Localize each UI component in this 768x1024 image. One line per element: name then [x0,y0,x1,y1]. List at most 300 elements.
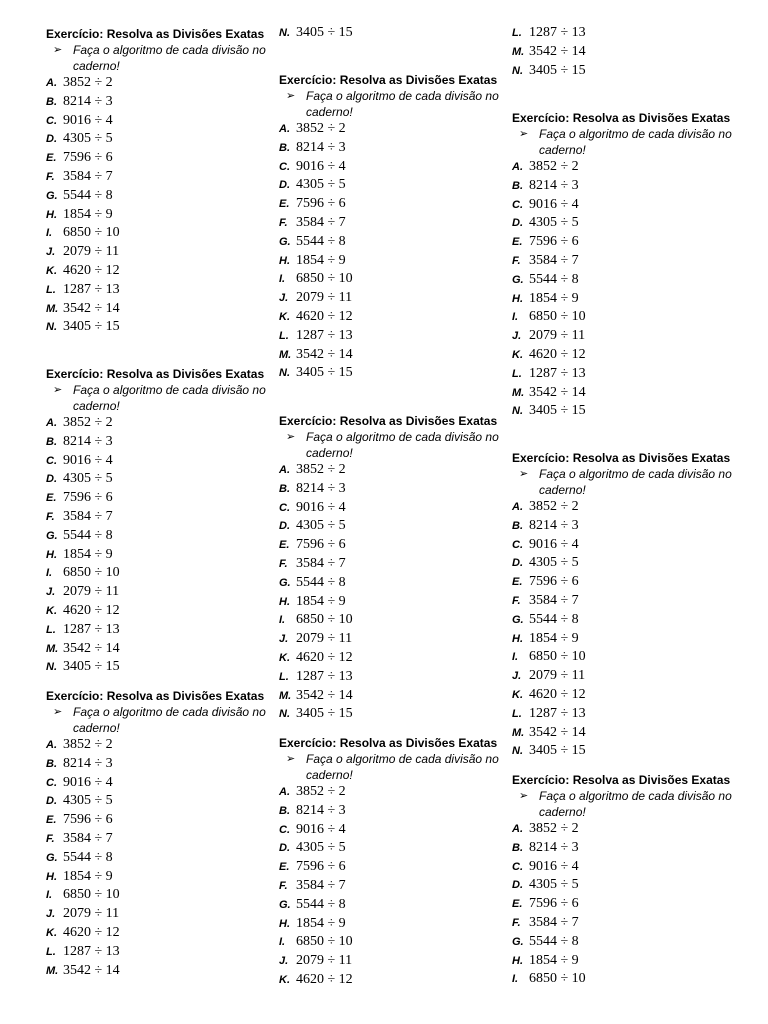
item-letter: I. [512,651,519,664]
division-item [512,630,744,649]
item-expression: 3405 ÷ 15 [529,62,586,78]
item-letter: F. [512,594,521,607]
division-item [46,886,278,905]
item-letter: G. [46,189,58,202]
item-letter: J. [279,292,289,305]
item-letter: I. [279,936,286,949]
item-letter: L. [46,623,56,636]
item-expression: 9016 ÷ 4 [63,452,113,468]
item-letter: C. [46,454,57,467]
division-item [279,896,511,915]
item-letter: M. [279,689,292,702]
item-letter: L. [46,283,56,296]
division-item [512,820,744,839]
item-expression: 6850 ÷ 10 [296,934,353,950]
instruction-text: Faça o algoritmo de cada divisão no caderno! [306,752,499,782]
item-letter: H. [512,632,523,645]
item-letter: C. [46,776,57,789]
division-item [279,195,511,214]
item-expression: 4620 ÷ 12 [529,346,586,362]
division-item [512,24,744,43]
division-item [279,858,511,877]
exercise-instruction [46,382,278,414]
item-letter: N. [512,64,523,77]
exercise-title: Exercício: Resolva as Divisões Exatas [512,451,731,465]
item-expression: 2079 ÷ 11 [529,668,586,684]
item-expression: 5544 ÷ 8 [296,896,346,912]
item-letter: I. [46,227,53,240]
division-item [279,839,511,858]
item-expression: 4620 ÷ 12 [296,308,353,324]
item-expression: 3852 ÷ 2 [296,784,346,799]
item-letter: E. [512,576,523,589]
item-expression: 3405 ÷ 15 [63,319,120,335]
division-item [512,592,744,611]
division-item [279,915,511,934]
division-item [512,177,744,196]
item-letter: M. [512,386,525,399]
item-expression: 8214 ÷ 3 [63,755,113,771]
item-letter: A. [279,464,290,476]
division-item [46,621,278,640]
item-letter: L. [46,945,56,958]
division-item [279,233,511,252]
division-item [46,755,278,774]
item-expression: 3852 ÷ 2 [296,462,346,477]
item-expression: 8214 ÷ 3 [529,177,579,193]
arrow-bullet-icon: ➢ [286,89,296,102]
item-letter: A. [279,123,290,135]
division-item [279,555,511,574]
instruction-text: Faça o algoritmo de cada divisão no caderno! [73,705,266,735]
item-letter: H. [46,548,57,561]
exercise-instruction [279,429,511,461]
item-letter: K. [279,310,290,323]
division-item [512,611,744,630]
item-expression: 3405 ÷ 15 [529,403,586,419]
division-item [279,517,511,536]
division-item [46,224,278,243]
division-item [512,705,744,724]
item-expression: 4305 ÷ 5 [63,471,113,487]
division-item [512,952,744,971]
item-expression: 1287 ÷ 13 [529,365,586,381]
instruction-text: Faça o algoritmo de cada divisão no caderno! [306,89,499,119]
division-item [512,554,744,573]
item-letter: B. [512,519,523,532]
arrow-bullet-icon: ➢ [53,705,63,718]
item-letter: B. [512,179,523,192]
division-item [46,130,278,149]
item-expression: 4305 ÷ 5 [63,131,113,147]
item-letter: F. [279,557,288,570]
division-item [279,461,511,480]
division-item [512,271,744,290]
division-item [46,602,278,621]
item-expression: 3584 ÷ 7 [296,214,346,230]
item-expression: 4305 ÷ 5 [296,518,346,534]
item-expression: 5544 ÷ 8 [63,527,113,543]
item-letter: D. [512,217,523,230]
item-letter: K. [46,264,57,277]
item-expression: 8214 ÷ 3 [296,139,346,155]
division-item [46,470,278,489]
division-item [46,811,278,830]
item-expression: 9016 ÷ 4 [529,858,579,874]
item-expression: 6850 ÷ 10 [296,271,353,287]
division-item [46,792,278,811]
division-item [279,364,511,383]
item-letter: E. [279,198,290,211]
division-item [279,783,511,802]
item-letter: F. [46,832,55,845]
item-letter: C. [512,860,523,873]
division-item [46,640,278,659]
instruction-text: Faça o algoritmo de cada divisão no caderno! [539,127,732,157]
item-expression: 9016 ÷ 4 [296,821,346,837]
division-item [46,318,278,337]
item-letter: B. [46,95,57,108]
item-letter: E. [46,814,57,827]
division-item [279,574,511,593]
item-letter: G. [46,529,58,542]
exercise-instruction [512,466,744,498]
item-letter: M. [46,302,59,315]
exercise-instruction [279,751,511,783]
item-letter: F. [46,170,55,183]
item-expression: 3584 ÷ 7 [296,555,346,571]
division-item [279,877,511,896]
item-expression: 3542 ÷ 14 [63,962,120,978]
exercise-title: Exercício: Resolva as Divisões Exatas [512,773,731,787]
item-letter: J. [279,633,289,646]
instruction-text: Faça o algoritmo de cada divisão no caderno! [73,383,266,413]
item-expression: 3405 ÷ 15 [296,706,353,722]
item-letter: M. [512,726,525,739]
item-expression: 7596 ÷ 6 [63,812,113,828]
division-item [46,905,278,924]
item-expression: 3852 ÷ 2 [296,121,346,136]
item-expression: 4620 ÷ 12 [529,686,586,702]
division-item [46,736,278,755]
item-expression: 3542 ÷ 14 [529,384,586,400]
item-letter: M. [279,348,292,361]
item-letter: H. [512,292,523,305]
item-expression: 1854 ÷ 9 [296,593,346,609]
item-letter: C. [279,501,290,514]
item-letter: G. [512,273,524,286]
item-letter: E. [279,861,290,874]
division-item [279,120,511,139]
item-expression: 1287 ÷ 13 [296,668,353,684]
item-expression: 3542 ÷ 14 [296,687,353,703]
item-letter: J. [512,330,522,343]
division-item [279,308,511,327]
division-item [512,933,744,952]
item-expression: 3542 ÷ 14 [529,43,586,59]
item-letter: J. [46,908,56,921]
item-letter: J. [512,670,522,683]
item-letter: A. [512,161,523,173]
exercise-instruction [512,788,744,820]
item-expression: 2079 ÷ 11 [63,584,120,600]
item-expression: 2079 ÷ 11 [63,244,120,260]
item-letter: K. [279,973,290,986]
item-letter: G. [512,935,524,948]
item-expression: 7596 ÷ 6 [296,196,346,212]
division-item [512,402,744,421]
division-item [512,214,744,233]
division-item [46,508,278,527]
item-letter: B. [512,841,523,854]
item-expression: 3405 ÷ 15 [63,659,120,675]
division-item [512,384,744,403]
item-letter: G. [46,851,58,864]
item-expression: 6850 ÷ 10 [296,612,353,628]
arrow-bullet-icon: ➢ [519,467,529,480]
item-letter: I. [279,614,286,627]
division-item [46,658,278,677]
item-expression: 9016 ÷ 4 [529,196,579,212]
item-expression: 6850 ÷ 10 [63,225,120,241]
item-letter: C. [279,160,290,173]
item-expression: 3852 ÷ 2 [529,499,579,514]
item-letter: C. [512,198,523,211]
item-letter: H. [46,870,57,883]
item-letter: D. [46,473,57,486]
item-expression: 6850 ÷ 10 [529,309,586,325]
exercise-block [279,413,511,724]
item-letter: B. [279,141,290,154]
item-letter: N. [279,708,290,721]
division-item [512,290,744,309]
item-letter: D. [279,842,290,855]
division-item [279,705,511,724]
exercise-block [512,772,744,989]
item-expression: 5544 ÷ 8 [63,187,113,203]
exercise-title: Exercício: Resolva as Divisões Exatas [46,689,265,703]
item-letter: A. [46,417,57,429]
division-item [512,62,744,81]
division-item [512,43,744,62]
item-letter: M. [46,964,59,977]
item-expression: 5544 ÷ 8 [296,233,346,249]
division-item [279,933,511,952]
item-expression: 8214 ÷ 3 [529,517,579,533]
exercise-block [512,450,744,761]
item-expression: 1854 ÷ 9 [529,290,579,306]
item-expression: 3542 ÷ 14 [296,346,353,362]
division-item [46,149,278,168]
item-expression: 1287 ÷ 13 [529,25,586,40]
division-item [46,868,278,887]
division-item [279,139,511,158]
item-letter: F. [279,216,288,229]
item-letter: H. [279,254,290,267]
item-expression: 8214 ÷ 3 [63,433,113,449]
division-item [46,962,278,981]
item-expression: 2079 ÷ 11 [63,906,120,922]
division-item [279,327,511,346]
item-expression: 3852 ÷ 2 [529,159,579,174]
division-item [279,158,511,177]
division-item [512,196,744,215]
division-item [512,158,744,177]
item-letter: I. [512,311,519,324]
exercise-title: Exercício: Resolva as Divisões Exatas [46,27,265,41]
item-expression: 3584 ÷ 7 [529,592,579,608]
arrow-bullet-icon: ➢ [286,752,296,765]
division-item [512,327,744,346]
division-item [279,480,511,499]
item-expression: 4305 ÷ 5 [296,177,346,193]
item-letter: K. [512,348,523,361]
item-letter: N. [279,27,290,39]
item-expression: 8214 ÷ 3 [63,93,113,109]
division-item [46,583,278,602]
item-letter: G. [279,898,291,911]
item-letter: D. [46,795,57,808]
item-letter: M. [512,45,525,58]
division-item [512,895,744,914]
division-item [279,802,511,821]
item-expression: 4305 ÷ 5 [529,555,579,571]
item-letter: N. [46,661,57,674]
item-letter: E. [46,152,57,165]
item-expression: 1287 ÷ 13 [63,943,120,959]
division-item [512,517,744,536]
division-item [46,433,278,452]
item-expression: 4305 ÷ 5 [529,877,579,893]
division-item [46,414,278,433]
exercise-block [512,24,744,80]
item-letter: E. [512,236,523,249]
item-expression: 1854 ÷ 9 [63,546,113,562]
exercise-instruction [512,126,744,158]
item-expression: 3584 ÷ 7 [296,877,346,893]
item-letter: H. [279,595,290,608]
arrow-bullet-icon: ➢ [53,383,63,396]
item-expression: 3542 ÷ 14 [529,724,586,740]
division-item [46,206,278,225]
arrow-bullet-icon: ➢ [53,43,63,56]
division-item [46,243,278,262]
item-expression: 3584 ÷ 7 [63,830,113,846]
arrow-bullet-icon: ➢ [519,789,529,802]
exercise-instruction [46,704,278,736]
division-item [46,830,278,849]
item-letter: L. [512,707,522,720]
item-letter: I. [279,273,286,286]
item-expression: 7596 ÷ 6 [529,574,579,590]
item-expression: 7596 ÷ 6 [63,490,113,506]
item-letter: F. [46,510,55,523]
item-letter: C. [279,823,290,836]
item-expression: 8214 ÷ 3 [529,839,579,855]
item-letter: D. [512,879,523,892]
division-item [279,24,511,43]
item-letter: E. [512,898,523,911]
item-expression: 2079 ÷ 11 [296,631,353,647]
division-item [279,649,511,668]
division-item [512,346,744,365]
division-item [46,112,278,131]
item-expression: 1287 ÷ 13 [296,327,353,343]
division-item [512,839,744,858]
item-expression: 4305 ÷ 5 [296,840,346,856]
item-expression: 7596 ÷ 6 [529,234,579,250]
division-item [512,667,744,686]
exercise-title: Exercício: Resolva as Divisões Exatas [279,414,498,428]
item-letter: K. [512,688,523,701]
item-expression: 3405 ÷ 15 [529,743,586,759]
division-item [512,724,744,743]
instruction-text: Faça o algoritmo de cada divisão no caderno! [73,43,266,73]
item-expression: 6850 ÷ 10 [529,649,586,665]
item-letter: L. [512,367,522,380]
item-expression: 3852 ÷ 2 [63,737,113,752]
instruction-text: Faça o algoritmo de cada divisão no caderno! [539,789,732,819]
item-letter: I. [46,889,53,902]
item-letter: N. [46,321,57,334]
item-letter: H. [46,208,57,221]
item-letter: J. [46,246,56,259]
exercise-block [279,735,511,990]
division-item [279,214,511,233]
division-item [46,168,278,187]
division-item [279,952,511,971]
item-expression: 3584 ÷ 7 [529,914,579,930]
item-expression: 4305 ÷ 5 [529,215,579,231]
item-expression: 5544 ÷ 8 [529,933,579,949]
item-letter: L. [279,670,289,683]
item-letter: G. [279,235,291,248]
division-item [279,252,511,271]
item-letter: J. [279,955,289,968]
item-expression: 3852 ÷ 2 [63,75,113,90]
item-letter: M. [46,642,59,655]
item-expression: 7596 ÷ 6 [296,859,346,875]
item-letter: B. [279,482,290,495]
division-item [46,924,278,943]
division-item [279,593,511,612]
item-letter: D. [46,133,57,146]
item-expression: 3852 ÷ 2 [529,821,579,836]
item-expression: 1854 ÷ 9 [529,952,579,968]
item-expression: 1854 ÷ 9 [296,915,346,931]
item-expression: 7596 ÷ 6 [296,537,346,553]
division-item [279,821,511,840]
item-letter: A. [46,739,57,751]
item-expression: 4620 ÷ 12 [63,602,120,618]
division-item [279,668,511,687]
item-letter: G. [512,613,524,626]
item-expression: 5544 ÷ 8 [529,271,579,287]
item-letter: A. [46,77,57,89]
item-expression: 2079 ÷ 11 [296,953,353,969]
item-letter: D. [279,520,290,533]
item-letter: C. [46,114,57,127]
item-expression: 3852 ÷ 2 [63,415,113,430]
arrow-bullet-icon: ➢ [519,127,529,140]
exercise-instruction [46,42,278,74]
item-expression: 9016 ÷ 4 [63,112,113,128]
exercise-instruction [279,88,511,120]
item-expression: 4620 ÷ 12 [63,262,120,278]
item-letter: B. [279,804,290,817]
item-letter: D. [279,179,290,192]
item-expression: 5544 ÷ 8 [63,849,113,865]
